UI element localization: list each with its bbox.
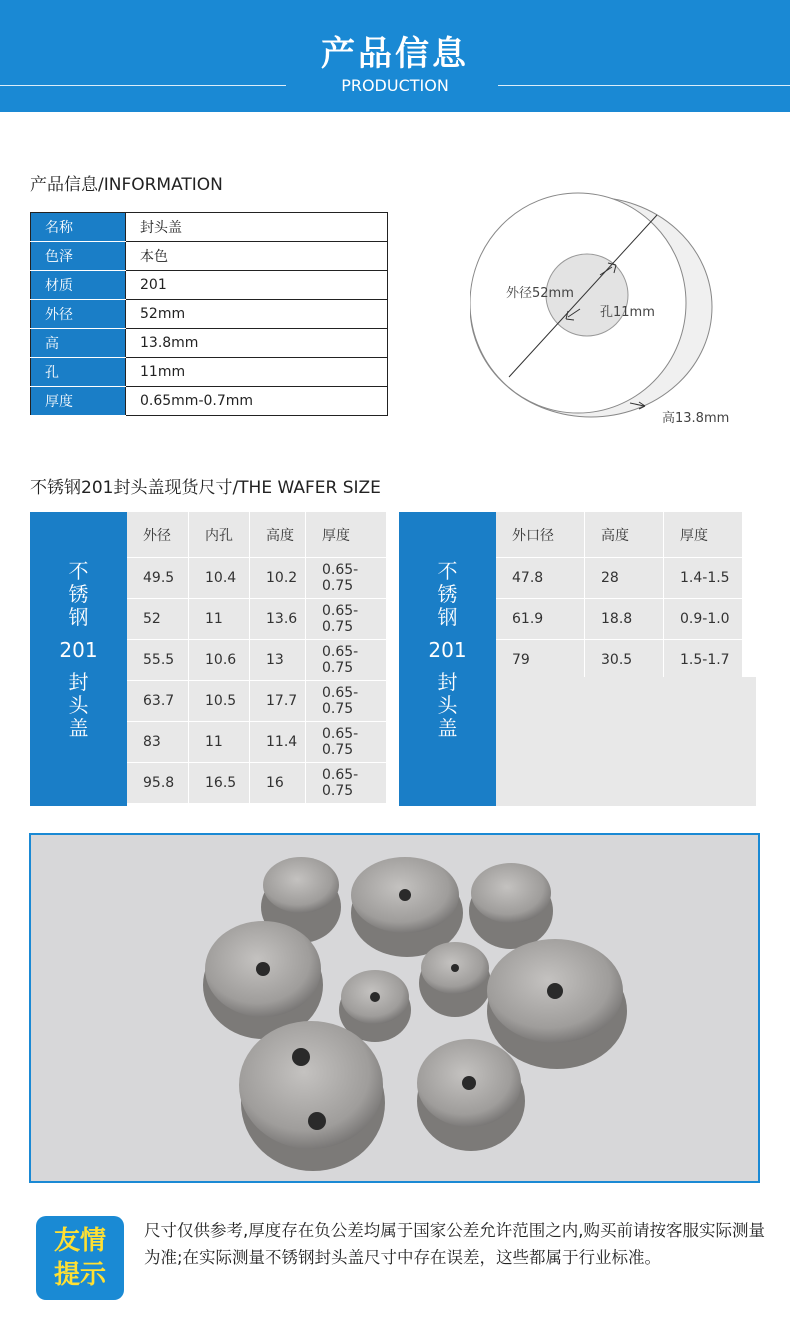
info-row [31,213,388,242]
size-cell: 0.65-0.75 [306,722,387,763]
diagram-height-label: 高13.8mm [662,411,730,426]
size-cell: 11 [189,599,250,640]
side-label-char: 锈 [437,582,458,606]
size-cell: 10.5 [189,681,250,722]
size-section-title: 不锈钢201封头盖现货尺寸/THE WAFER SIZE [30,478,381,498]
size-cell: 47.8 [496,558,585,599]
size-cell: 0.65-0.75 [306,599,387,640]
size-row [496,558,743,599]
side-label-char: 锈 [68,582,89,606]
size-cell: 52 [127,599,189,640]
info-row [31,300,388,329]
size-cell: 17.7 [250,681,306,722]
notice-badge-line1: 友情 [53,1226,106,1256]
info-value: 52mm [126,300,388,329]
size-header-cell: 内孔 [189,512,250,558]
size-header-cell: 厚度 [664,512,743,558]
size-row [127,681,387,722]
size-cell: 28 [585,558,664,599]
diagram-outer-label: 外径52mm [506,286,574,301]
banner-title: 产品信息 [321,34,469,74]
size-header-row [496,512,743,558]
size-cell: 10.6 [189,640,250,681]
info-value: 201 [126,271,388,300]
side-label-char: 不 [437,559,458,583]
side-label-char: 头 [437,693,458,717]
info-table [30,212,388,416]
size-cell: 18.8 [585,599,664,640]
side-label-right [399,512,496,806]
size-row [496,599,743,640]
info-key: 高 [31,329,126,358]
size-header-cell: 高度 [250,512,306,558]
size-header-cell: 厚度 [306,512,387,558]
notice-badge-line2: 提示 [53,1260,106,1290]
size-cell: 16 [250,763,306,804]
info-section-title: 产品信息/INFORMATION [30,175,223,195]
side-label-number: 201 [428,638,467,662]
side-label-char: 头 [68,693,89,717]
size-cell: 55.5 [127,640,189,681]
side-label-number: 201 [59,638,98,662]
side-label-left [30,512,127,806]
banner-subtitle: PRODUCTION [341,76,449,95]
info-key: 外径 [31,300,126,329]
size-table-right [496,512,743,681]
size-cell: 10.4 [189,558,250,599]
info-value: 本色 [126,242,388,271]
size-cell: 30.5 [585,640,664,681]
size-cell: 49.5 [127,558,189,599]
info-key: 厚度 [31,387,126,416]
info-value: 13.8mm [126,329,388,358]
size-cell: 61.9 [496,599,585,640]
info-value: 0.65mm-0.7mm [126,387,388,416]
size-header-cell: 高度 [585,512,664,558]
side-label-char: 封 [68,670,89,694]
size-row [127,558,387,599]
size-cell: 63.7 [127,681,189,722]
info-key: 孔 [31,358,126,387]
side-label-char: 盖 [437,716,458,740]
info-row [31,358,388,387]
size-table-right-empty [496,677,756,806]
size-cell: 11.4 [250,722,306,763]
size-cell: 83 [127,722,189,763]
diagram-hole-label: 孔11mm [600,305,655,320]
size-cell: 11 [189,722,250,763]
size-cell: 13 [250,640,306,681]
info-row [31,242,388,271]
info-value: 11mm [126,358,388,387]
size-cell: 0.65-0.75 [306,640,387,681]
size-cell: 16.5 [189,763,250,804]
side-label-char: 钢 [437,605,458,629]
product-photo-image [31,835,758,1181]
size-row [496,640,743,681]
size-cell: 95.8 [127,763,189,804]
info-row [31,271,388,300]
info-value: 封头盖 [126,213,388,242]
header-banner [0,0,790,112]
product-photo [29,833,760,1183]
size-header-row [127,512,387,558]
size-cell: 0.65-0.75 [306,763,387,804]
info-key: 色泽 [31,242,126,271]
size-cell: 1.5-1.7 [664,640,743,681]
side-label-char: 钢 [68,605,89,629]
info-key: 材质 [31,271,126,300]
notice-text: 尺寸仅供参考,厚度存在负公差均属于国家公差允许范围之内,购买前请按客服实际测量为准;在实际测量不锈钢封头盖尺寸中存在误差，这些都属于行业标准。 [144,1221,765,1267]
size-row [127,722,387,763]
size-header-cell: 外口径 [496,512,585,558]
info-key: 名称 [31,213,126,242]
notice-badge [36,1216,124,1300]
product-diagram [470,185,740,435]
info-row [31,387,388,416]
size-cell: 13.6 [250,599,306,640]
size-cell: 0.65-0.75 [306,558,387,599]
size-row [127,599,387,640]
info-row [31,329,388,358]
size-cell: 0.65-0.75 [306,681,387,722]
side-label-char: 不 [68,559,89,583]
size-cell: 0.9-1.0 [664,599,743,640]
side-label-char: 盖 [68,716,89,740]
side-label-char: 封 [437,670,458,694]
size-row [127,763,387,804]
size-cell: 79 [496,640,585,681]
size-row [127,640,387,681]
size-cell: 1.4-1.5 [664,558,743,599]
size-table-left [127,512,387,804]
caps-group [203,857,627,1171]
size-cell: 10.2 [250,558,306,599]
size-header-cell: 外径 [127,512,189,558]
